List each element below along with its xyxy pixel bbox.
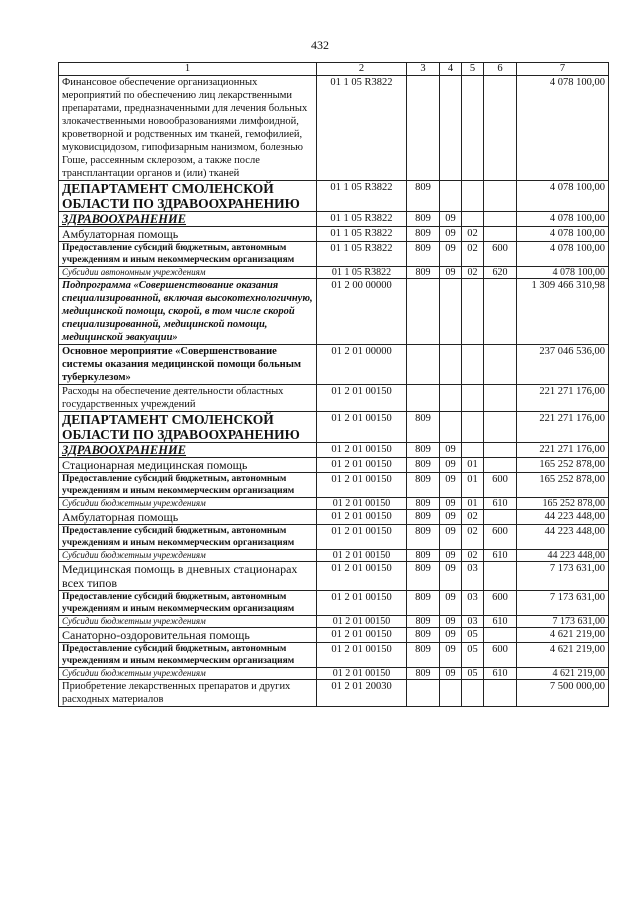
- department-code-cell: 809: [407, 473, 440, 498]
- table-row: [59, 212, 609, 227]
- table-row: [59, 227, 609, 242]
- item-name-cell: Расходы на обеспечение деятельности областных государственных учреждений: [59, 385, 317, 412]
- expense-type-cell: [484, 443, 517, 458]
- table-row: [59, 680, 609, 707]
- department-code-cell: 809: [407, 628, 440, 643]
- department-code-cell: 809: [407, 616, 440, 628]
- column-header: 1: [59, 63, 317, 76]
- item-name-cell: ЗДРАВООХРАНЕНИЕ: [59, 212, 317, 227]
- amount-cell: 1 309 466 310,98: [517, 279, 609, 345]
- target-code-cell: 01 2 01 00150: [317, 412, 407, 443]
- table-row: [59, 345, 609, 385]
- item-name-cell: ДЕПАРТАМЕНТ СМОЛЕНСКОЙ ОБЛАСТИ ПО ЗДРАВООХРАНЕНИЮ: [59, 181, 317, 212]
- section-code-cell: 09: [440, 443, 462, 458]
- table-row: [59, 591, 609, 616]
- target-code-cell: 01 1 05 R3822: [317, 181, 407, 212]
- target-code-cell: 01 2 01 00150: [317, 562, 407, 591]
- item-name-cell: Основное мероприятие «Совершенствование системы оказания медицинской помощи больным туберкулезом»: [59, 345, 317, 385]
- item-name-cell: Субсидии бюджетным учреждениям: [59, 616, 317, 628]
- section-code-cell: 09: [440, 267, 462, 279]
- department-code-cell: 809: [407, 498, 440, 510]
- department-code-cell: 809: [407, 510, 440, 525]
- table-row: [59, 473, 609, 498]
- department-code-cell: 809: [407, 591, 440, 616]
- amount-cell: 7 173 631,00: [517, 562, 609, 591]
- subsection-code-cell: [462, 443, 484, 458]
- amount-cell: 165 252 878,00: [517, 458, 609, 473]
- table-header-row: [59, 63, 609, 76]
- table-row: [59, 498, 609, 510]
- amount-cell: 4 078 100,00: [517, 242, 609, 267]
- table-row: [59, 616, 609, 628]
- amount-cell: 165 252 878,00: [517, 473, 609, 498]
- subsection-code-cell: 02: [462, 510, 484, 525]
- department-code-cell: 809: [407, 443, 440, 458]
- section-code-cell: 09: [440, 562, 462, 591]
- expense-type-cell: 610: [484, 550, 517, 562]
- department-code-cell: 809: [407, 550, 440, 562]
- department-code-cell: 809: [407, 412, 440, 443]
- department-code-cell: 809: [407, 181, 440, 212]
- page-number: 432: [311, 38, 329, 52]
- column-header: 3: [407, 63, 440, 76]
- expense-type-cell: [484, 345, 517, 385]
- item-name-cell: Предоставление субсидий бюджетным, автономным учреждениям и иным некоммерческим организациям: [59, 525, 317, 550]
- table-row: [59, 76, 609, 181]
- item-name-cell: Подпрограмма «Совершенствование оказания специализированной, включая высокотехнологичную, медицинской помощи, скорой, в том числе скорой специализированной, медицинской помощи, медицинской эвакуации»: [59, 279, 317, 345]
- item-name-cell: Предоставление субсидий бюджетным, автономным учреждениям и иным некоммерческим организациям: [59, 242, 317, 267]
- amount-cell: 221 271 176,00: [517, 443, 609, 458]
- subsection-code-cell: 02: [462, 550, 484, 562]
- subsection-code-cell: 03: [462, 591, 484, 616]
- subsection-code-cell: [462, 385, 484, 412]
- expense-type-cell: [484, 628, 517, 643]
- amount-cell: 4 078 100,00: [517, 267, 609, 279]
- expense-type-cell: [484, 227, 517, 242]
- column-header: 5: [462, 63, 484, 76]
- subsection-code-cell: [462, 212, 484, 227]
- section-code-cell: 09: [440, 242, 462, 267]
- table-row: [59, 181, 609, 212]
- subsection-code-cell: 05: [462, 643, 484, 668]
- target-code-cell: 01 2 01 00150: [317, 458, 407, 473]
- subsection-code-cell: 03: [462, 616, 484, 628]
- department-code-cell: [407, 680, 440, 707]
- section-code-cell: 09: [440, 550, 462, 562]
- section-code-cell: [440, 181, 462, 212]
- table-row: [59, 510, 609, 525]
- table-row: [59, 279, 609, 345]
- expense-type-cell: 610: [484, 616, 517, 628]
- target-code-cell: 01 2 01 20030: [317, 680, 407, 707]
- subsection-code-cell: [462, 181, 484, 212]
- target-code-cell: 01 1 05 R3822: [317, 242, 407, 267]
- expense-type-cell: [484, 181, 517, 212]
- amount-cell: 4 078 100,00: [517, 227, 609, 242]
- section-code-cell: 09: [440, 458, 462, 473]
- department-code-cell: [407, 279, 440, 345]
- section-code-cell: 09: [440, 525, 462, 550]
- department-code-cell: 809: [407, 668, 440, 680]
- subsection-code-cell: 01: [462, 458, 484, 473]
- subsection-code-cell: 02: [462, 525, 484, 550]
- amount-cell: 44 223 448,00: [517, 525, 609, 550]
- expense-type-cell: [484, 458, 517, 473]
- table-row: [59, 458, 609, 473]
- target-code-cell: 01 2 01 00150: [317, 591, 407, 616]
- item-name-cell: Медицинская помощь в дневных стационарах всех типов: [59, 562, 317, 591]
- section-code-cell: 09: [440, 628, 462, 643]
- table-row: [59, 668, 609, 680]
- target-code-cell: 01 1 05 R3822: [317, 76, 407, 181]
- table-row: [59, 267, 609, 279]
- amount-cell: 221 271 176,00: [517, 412, 609, 443]
- amount-cell: 165 252 878,00: [517, 498, 609, 510]
- amount-cell: 4 621 219,00: [517, 668, 609, 680]
- amount-cell: 7 500 000,00: [517, 680, 609, 707]
- target-code-cell: 01 2 01 00150: [317, 643, 407, 668]
- item-name-cell: ЗДРАВООХРАНЕНИЕ: [59, 443, 317, 458]
- table-row: [59, 643, 609, 668]
- section-code-cell: 09: [440, 473, 462, 498]
- section-code-cell: 09: [440, 591, 462, 616]
- target-code-cell: 01 2 01 00150: [317, 525, 407, 550]
- amount-cell: 221 271 176,00: [517, 385, 609, 412]
- department-code-cell: 809: [407, 227, 440, 242]
- table-row: [59, 628, 609, 643]
- target-code-cell: 01 2 00 00000: [317, 279, 407, 345]
- subsection-code-cell: [462, 412, 484, 443]
- subsection-code-cell: [462, 680, 484, 707]
- section-code-cell: [440, 680, 462, 707]
- subsection-code-cell: 05: [462, 628, 484, 643]
- expense-type-cell: [484, 562, 517, 591]
- section-code-cell: [440, 412, 462, 443]
- department-code-cell: 809: [407, 643, 440, 668]
- expense-type-cell: 600: [484, 242, 517, 267]
- target-code-cell: 01 2 01 00150: [317, 510, 407, 525]
- expense-type-cell: 600: [484, 473, 517, 498]
- subsection-code-cell: 02: [462, 242, 484, 267]
- table-row: [59, 385, 609, 412]
- column-header: 4: [440, 63, 462, 76]
- target-code-cell: 01 2 01 00150: [317, 628, 407, 643]
- table-row: [59, 525, 609, 550]
- item-name-cell: Стационарная медицинская помощь: [59, 458, 317, 473]
- subsection-code-cell: 02: [462, 227, 484, 242]
- section-code-cell: 09: [440, 212, 462, 227]
- item-name-cell: Субсидии бюджетным учреждениям: [59, 550, 317, 562]
- subsection-code-cell: 01: [462, 473, 484, 498]
- table-row: [59, 562, 609, 591]
- target-code-cell: 01 2 01 00150: [317, 550, 407, 562]
- section-code-cell: [440, 385, 462, 412]
- section-code-cell: [440, 279, 462, 345]
- table-row: [59, 412, 609, 443]
- target-code-cell: 01 2 01 00150: [317, 616, 407, 628]
- table-row: [59, 443, 609, 458]
- department-code-cell: [407, 385, 440, 412]
- section-code-cell: [440, 76, 462, 181]
- section-code-cell: [440, 345, 462, 385]
- amount-cell: 4 078 100,00: [517, 181, 609, 212]
- department-code-cell: 809: [407, 525, 440, 550]
- item-name-cell: Предоставление субсидий бюджетным, автономным учреждениям и иным некоммерческим организациям: [59, 643, 317, 668]
- expense-type-cell: [484, 212, 517, 227]
- department-code-cell: 809: [407, 267, 440, 279]
- amount-cell: 4 078 100,00: [517, 76, 609, 181]
- expense-type-cell: [484, 385, 517, 412]
- department-code-cell: 809: [407, 212, 440, 227]
- target-code-cell: 01 1 05 R3822: [317, 212, 407, 227]
- expense-type-cell: 610: [484, 498, 517, 510]
- target-code-cell: 01 2 01 00150: [317, 668, 407, 680]
- section-code-cell: 09: [440, 510, 462, 525]
- expense-type-cell: [484, 412, 517, 443]
- target-code-cell: 01 2 01 00150: [317, 385, 407, 412]
- subsection-code-cell: 02: [462, 267, 484, 279]
- subsection-code-cell: [462, 345, 484, 385]
- column-header: 2: [317, 63, 407, 76]
- section-code-cell: 09: [440, 643, 462, 668]
- item-name-cell: Амбулаторная помощь: [59, 510, 317, 525]
- item-name-cell: Приобретение лекарственных препаратов и других расходных материалов: [59, 680, 317, 707]
- column-header: 6: [484, 63, 517, 76]
- target-code-cell: 01 2 01 00150: [317, 473, 407, 498]
- subsection-code-cell: [462, 279, 484, 345]
- item-name-cell: Предоставление субсидий бюджетным, автономным учреждениям и иным некоммерческим организациям: [59, 591, 317, 616]
- item-name-cell: Субсидии бюджетным учреждениям: [59, 498, 317, 510]
- item-name-cell: Предоставление субсидий бюджетным, автономным учреждениям и иным некоммерческим организациям: [59, 473, 317, 498]
- section-code-cell: 09: [440, 227, 462, 242]
- column-header: 7: [517, 63, 609, 76]
- subsection-code-cell: 01: [462, 498, 484, 510]
- amount-cell: 4 621 219,00: [517, 628, 609, 643]
- department-code-cell: 809: [407, 242, 440, 267]
- expense-type-cell: 600: [484, 591, 517, 616]
- expense-type-cell: [484, 279, 517, 345]
- expense-type-cell: [484, 680, 517, 707]
- department-code-cell: [407, 76, 440, 181]
- section-code-cell: 09: [440, 498, 462, 510]
- table-row: [59, 242, 609, 267]
- target-code-cell: 01 2 01 00150: [317, 498, 407, 510]
- amount-cell: 44 223 448,00: [517, 550, 609, 562]
- item-name-cell: Субсидии автономным учреждениям: [59, 267, 317, 279]
- item-name-cell: ДЕПАРТАМЕНТ СМОЛЕНСКОЙ ОБЛАСТИ ПО ЗДРАВООХРАНЕНИЮ: [59, 412, 317, 443]
- item-name-cell: Амбулаторная помощь: [59, 227, 317, 242]
- table-body: [59, 76, 609, 707]
- amount-cell: 7 173 631,00: [517, 591, 609, 616]
- section-code-cell: 09: [440, 616, 462, 628]
- section-code-cell: 09: [440, 668, 462, 680]
- department-code-cell: [407, 345, 440, 385]
- amount-cell: 237 046 536,00: [517, 345, 609, 385]
- expense-type-cell: 600: [484, 643, 517, 668]
- table-row: [59, 550, 609, 562]
- subsection-code-cell: 03: [462, 562, 484, 591]
- subsection-code-cell: 05: [462, 668, 484, 680]
- target-code-cell: 01 2 01 00150: [317, 443, 407, 458]
- department-code-cell: 809: [407, 562, 440, 591]
- item-name-cell: Субсидии бюджетным учреждениям: [59, 668, 317, 680]
- amount-cell: 4 078 100,00: [517, 212, 609, 227]
- target-code-cell: 01 2 01 00000: [317, 345, 407, 385]
- expense-type-cell: 600: [484, 525, 517, 550]
- target-code-cell: 01 1 05 R3822: [317, 227, 407, 242]
- subsection-code-cell: [462, 76, 484, 181]
- expense-type-cell: 610: [484, 668, 517, 680]
- expense-type-cell: 620: [484, 267, 517, 279]
- department-code-cell: 809: [407, 458, 440, 473]
- expense-type-cell: [484, 510, 517, 525]
- expense-type-cell: [484, 76, 517, 181]
- item-name-cell: Финансовое обеспечение организационных мероприятий по обеспечению лиц лекарственными препаратами, предназначенными для лечения больных злокачественными новообразованиями лимфоидной, кроветворной и родственных им тканей, гемофилией, муковисцидозом, гипофизарным нанизмом, болезнью Гоше, рассеянным склерозом, а также после трансплантации органов и (или) тканей: [59, 76, 317, 181]
- amount-cell: 4 621 219,00: [517, 643, 609, 668]
- amount-cell: 44 223 448,00: [517, 510, 609, 525]
- budget-table: [58, 62, 609, 707]
- amount-cell: 7 173 631,00: [517, 616, 609, 628]
- item-name-cell: Санаторно-оздоровительная помощь: [59, 628, 317, 643]
- target-code-cell: 01 1 05 R3822: [317, 267, 407, 279]
